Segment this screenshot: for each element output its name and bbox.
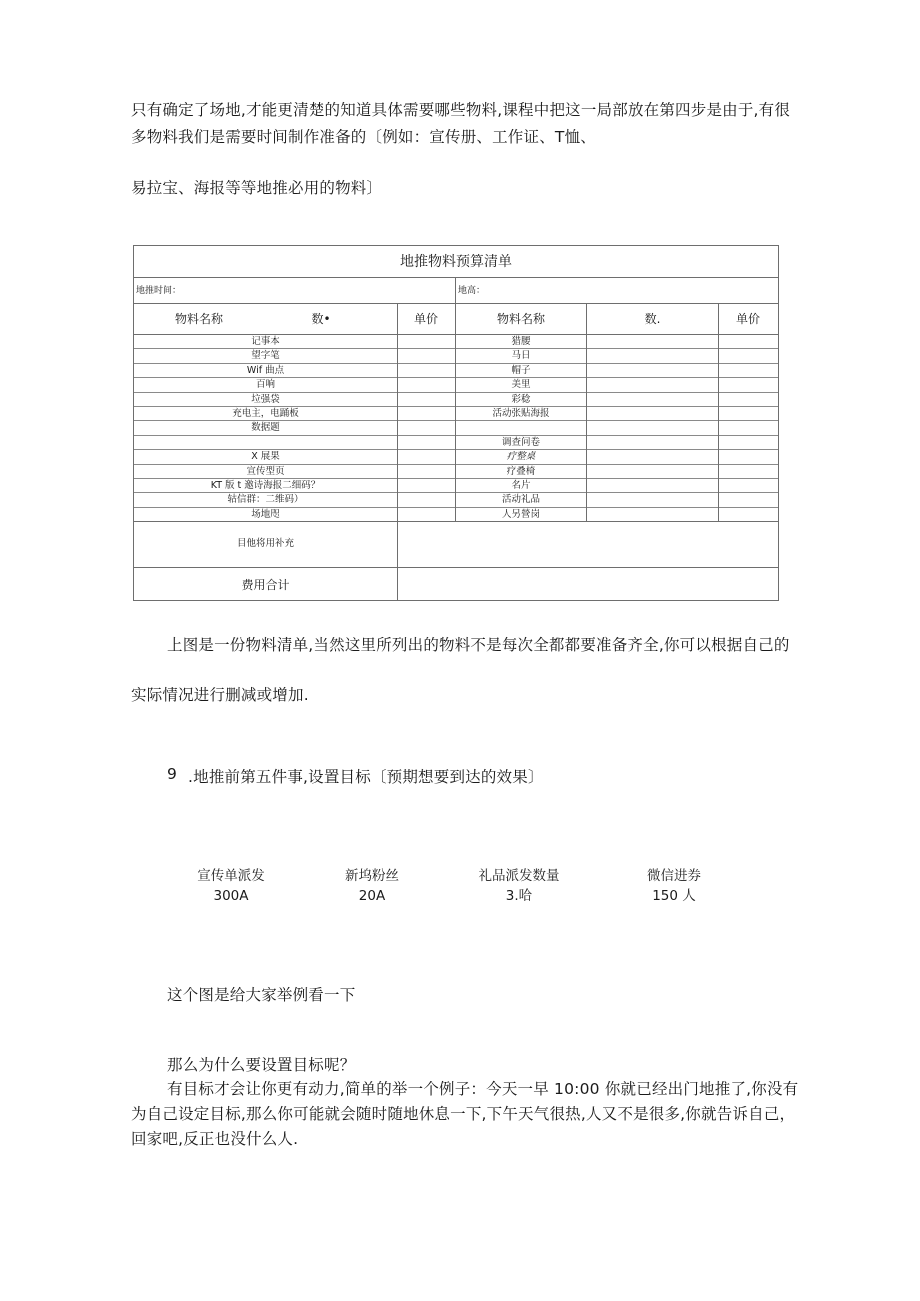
table-row-left-item: 场地咫: [251, 508, 280, 520]
example-text: 这个图是给大家举例看一下: [167, 986, 356, 1004]
goal-flyers: [161, 866, 301, 906]
goal-value: 3.哈: [505, 888, 533, 904]
budget-table: [133, 245, 779, 601]
table-row-right-item: 疗整桌: [506, 451, 536, 463]
goal-value: 300A: [213, 888, 249, 904]
header-qty-left: 数•: [311, 312, 331, 326]
header-name-left: 物料名称: [174, 312, 223, 326]
why-line-3: 回家吧,反正也没什么人.: [131, 1130, 299, 1148]
intro-line-3: 易拉宝、海报等等地推必用的物料〕: [131, 179, 383, 197]
goal-value: 20A: [358, 888, 386, 904]
why-line-2: 为自己设定目标,那么你可能就会随时随地休息一下,下午天气很热,人又不是很多,你就告诉自己，: [131, 1105, 796, 1123]
table-row-right-item: 调查问卷: [501, 436, 540, 448]
total-label: 费用合计: [241, 578, 290, 592]
header-name-right: 物料名称: [496, 312, 545, 326]
table-row-left-item: Wif 曲点: [246, 364, 285, 376]
table-row-left-item: 望字笔: [251, 350, 280, 362]
goal-wechat: [604, 866, 744, 906]
other-label: 目他将用补充: [236, 538, 294, 549]
goal-fans: [302, 866, 442, 906]
section-9-title: .地推前第五件事,设置目标〔预期想要到达的效果〕: [188, 768, 544, 786]
table-row-right-item: 彩稔: [511, 393, 531, 405]
table-row-right-item: 活动礼品: [501, 494, 540, 506]
table-row-right-item: 疗叠椅: [506, 465, 536, 477]
intro-line-2: 多物料我们是需要时间制作准备的〔例如：宣传册、工作证、T恤、: [131, 128, 596, 146]
after-table-line-2: 实际情况进行删减或增加.: [131, 686, 309, 704]
place-label: 地高：: [458, 286, 486, 296]
goal-label: 礼品派发数量: [478, 868, 560, 884]
table-row-left-item: 充电主，电踊板: [232, 408, 299, 419]
table-row-right-item: 美里: [511, 379, 531, 391]
goal-value: 150 人: [652, 888, 696, 904]
intro-line-1: 只有确定了场地,才能更清楚的知道具体需要哪些物料,课程中把这一局部放在第四步是由于,有很: [131, 101, 791, 119]
goal-gifts: [449, 866, 589, 906]
table-row-left-item: 数据题: [251, 422, 280, 434]
header-qty-right: 数.: [644, 312, 661, 326]
after-table-line-1: 上图是一份物料清单,当然这里所列出的物料不是每次全都都要准备齐全,你可以根据自己的: [167, 636, 790, 654]
table-row-left-item: 轱信群：二维码）: [227, 494, 304, 506]
section-9-number: 9: [167, 765, 178, 783]
table-row-left-item: KT 版 t 邀诗海报二细码？: [210, 480, 321, 491]
table-row-left-item: 宣传型页: [246, 465, 285, 477]
time-label: 地推时间：: [136, 286, 182, 296]
table-row-right-item: 名片: [511, 480, 531, 491]
goal-label: 宣传单派发: [197, 868, 265, 884]
table-row-left-item: X 展果: [251, 451, 280, 463]
header-price-left: 单价: [413, 312, 438, 326]
table-title: 地推物料预算清单: [400, 254, 512, 270]
table-row-left-item: 百响: [255, 379, 275, 391]
why-question: 那么为什么要设置目标呢？: [167, 1056, 356, 1074]
table-row-right-item: 马日: [511, 350, 531, 362]
header-price-right: 单价: [735, 312, 760, 326]
goal-label: 新坞粉丝: [345, 868, 399, 884]
table-row-right-item: 猎腰: [511, 336, 531, 347]
table-row-left-item: 垃强袋: [251, 393, 280, 405]
why-line-1: 有目标才会让你更有动力,简单的举一个例子：今天一早 10:00 你就已经出门地推了,你没有: [167, 1080, 799, 1098]
table-row-right-item: 人另營岗: [501, 508, 540, 520]
table-row-right-item: 帽子: [511, 364, 531, 376]
table-row-right-item: 活动张贴海报: [492, 408, 550, 419]
table-row-left-item: 记事本: [251, 336, 280, 347]
goal-label: 微信进券: [647, 868, 701, 884]
